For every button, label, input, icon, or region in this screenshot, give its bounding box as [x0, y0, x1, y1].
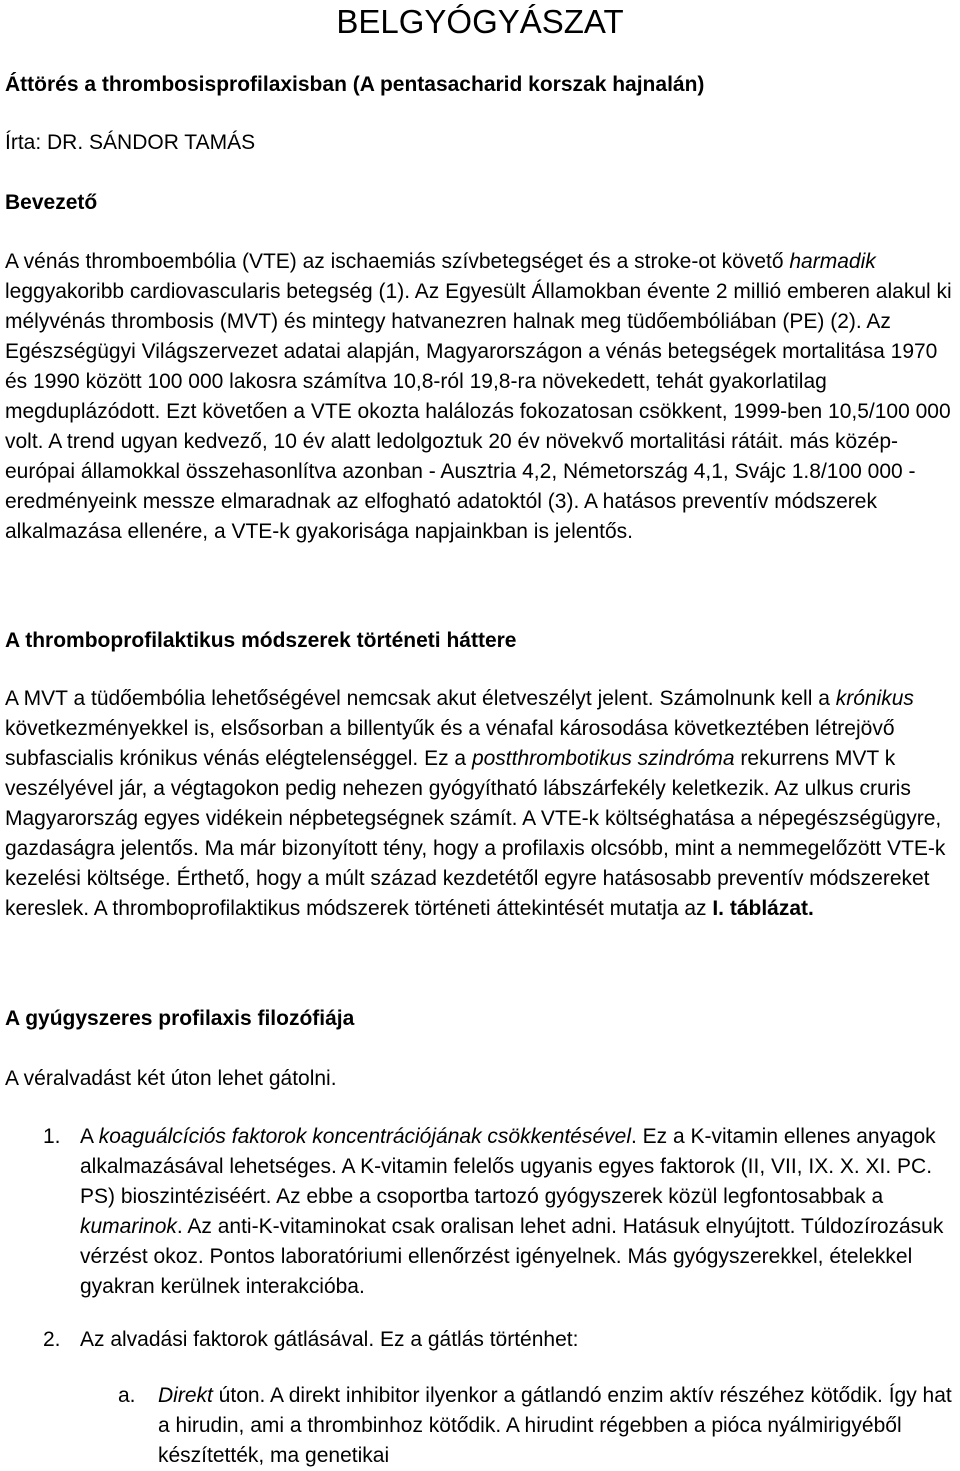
list-item-number: 1.: [43, 1125, 61, 1148]
philosophy-intro: A véralvadást két úton lehet gátolni.: [5, 1067, 337, 1090]
section-heading-philosophy: A gyúgyszeres profilaxis filozófiája: [5, 1007, 355, 1030]
list-item-body: A koaguálcíciós faktorok koncentrációjának csökkentésével. Ez a K-vitamin ellenes anyagok alkalmazásával lehetséges. A K-vitamin felelős ugyanis egyes faktorok (II, VII, IX. X. XI. PC. PS) bioszintéziséért. Az ebbe a csoportba tartozó gyógyszerek közül legfontosabbak a kumarinok. Az anti-K-vitaminokat csak oralisan lehet adni. Hatásuk elnyújtott. Túldozírozásuk vérzést okoz. Pontos laboratóriumi ellenőrzést igényelnek. Más gyógyszerekkel, ételekkel gyakran kerülnek interakcióba.: [80, 1125, 944, 1298]
list-item-body: Az alvadási faktorok gátlásával. Ez a gátlás történhet:: [80, 1328, 579, 1351]
list-item-number: 2.: [43, 1328, 61, 1351]
page-title: BELGYÓGYÁSZAT: [336, 3, 624, 40]
sublist-item-letter: a.: [118, 1384, 136, 1407]
sublist-item-body: Direkt úton. A direkt inhibitor ilyenkor a gátlandó enzim aktív részéhez kötődik. Így hat a hirudin, ami a thrombinhoz kötődik. A hirudint régebben a pióca nyálmirigyéből készítették, ma genetikai: [158, 1384, 952, 1467]
table-reference: I. táblázat.: [712, 897, 814, 920]
section-heading-intro: Bevezető: [5, 191, 98, 214]
section-heading-history: A thromboprofilaktikus módszerek történeti háttere: [5, 629, 517, 652]
intro-paragraph: A vénás thromboembólia (VTE) az ischaemiás szívbetegséget és a stroke-ot követő harmadik leggyakoribb cardiovascularis betegség (1). Az Egyesült Államokban évente 2 millió emberen alakul ki mélyvénás thrombosis (MVT) és mintegy hatvanezren halnak meg tüdőembóliában (PE) (2). Az Egészségügyi Világszervezet adatai alapján, Magyarországon a vénás betegségek mortalitása 1970 és 1990 között 100 000 lakosra számítva 10,8-ról 19,8-ra növekedett, tehát gyakorlatilag megduplázódott. Ezt követően a VTE okozta halálozás fokozatosan csökkent, 1999-ben 10,5/100 000 volt. A trend ugyan kedvező, 10 év alatt ledolgoztuk 20 év növekvő mortalitási rátáit. más közép-európai államokkal összehasonlítva azonban - Ausztria 4,2, Németország 4,1, Svájc 1.8/100 000 - eredményeink messze elmaradnak az elfogható adatoktól (3). A hatásos preventív módszerek alkalmazása ellenére, a VTE-k gyakorisága napjainkban is jelentős.: [5, 250, 952, 543]
article-author: Írta: DR. SÁNDOR TAMÁS: [5, 131, 256, 154]
intro-italic: harmadik: [789, 250, 876, 273]
article-title: Áttörés a thrombosisprofilaxisban (A pentasacharid korszak hajnalán): [5, 73, 705, 96]
history-paragraph: A MVT a tüdőembólia lehetőségével nemcsak akut életveszélyt jelent. Számolnunk kell a krónikus következményekkel is, elsősorban a billentyűk és a vénafal károsodása következtében létrejövő subfascialis krónikus vénás elégtelenséggel. Ez a postthrombotikus szindróma rekurrens MVT k veszélyével jár, a végtagokon pedig nehezen gyógyítható lábszárfekély keletkezik. Az ulkus cruris Magyarország egyes vidékein népbetegségnek számít. A VTE-k költséghatása a népegészségügyre, gazdaságra jelentős. Ma már bizonyított tény, hogy a profilaxis olcsóbb, mint a nemmegelőzött VTE-k kezelési költsége. Érthető, hogy a múlt század kezdetétől egyre hatásosabb preventív módszereket kereslek. A thromboprofilaktikus módszerek történeti áttekintését mutatja az I. táblázat.: [5, 687, 946, 920]
